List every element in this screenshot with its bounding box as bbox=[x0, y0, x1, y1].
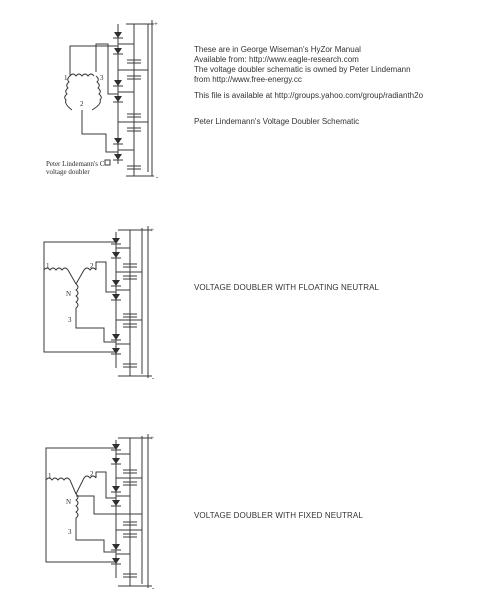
coil-label-2: 2 bbox=[90, 470, 94, 478]
diode-2 bbox=[113, 48, 123, 54]
terminal-plus: + bbox=[150, 226, 154, 234]
diode-5 bbox=[111, 334, 121, 340]
coil-label-2: 2 bbox=[80, 100, 84, 108]
diode-5 bbox=[113, 138, 123, 144]
diode-1 bbox=[111, 444, 121, 450]
diode-2 bbox=[111, 252, 121, 258]
diode-3 bbox=[111, 486, 121, 492]
terminal-plus: + bbox=[150, 434, 154, 442]
schematic-title-3: VOLTAGE DOUBLER WITH FIXED NEUTRAL bbox=[194, 511, 363, 520]
coil-label-n: N bbox=[66, 290, 72, 298]
diode-6 bbox=[111, 348, 121, 354]
diode-1 bbox=[111, 238, 121, 244]
diode-3 bbox=[111, 280, 121, 286]
coil-label-1: 1 bbox=[48, 472, 52, 480]
info-line-2: Available from: http://www.eagle-research.com bbox=[194, 55, 359, 64]
schematic-floating-neutral bbox=[30, 222, 170, 384]
diode-2 bbox=[111, 458, 121, 464]
diode-4 bbox=[111, 294, 121, 300]
diode-4 bbox=[111, 500, 121, 506]
info-line-1: These are in George Wiseman's HyZor Manual bbox=[194, 45, 361, 54]
terminal-plus: + bbox=[154, 20, 158, 28]
schematic-caption-line2: voltage doubler bbox=[46, 168, 90, 176]
schematic-fixed-neutral-svg bbox=[30, 430, 170, 594]
diode-6 bbox=[111, 558, 121, 564]
coil-label-1: 1 bbox=[64, 74, 68, 82]
schematic-title-1: Peter Lindemann's Voltage Doubler Schematic bbox=[194, 117, 360, 126]
neutral-tie-wire bbox=[76, 496, 142, 514]
diode-1 bbox=[113, 32, 123, 38]
info-line-4: from http://www.free-energy.cc bbox=[194, 75, 302, 84]
coil-label-2: 2 bbox=[90, 262, 94, 270]
coil-label-1: 1 bbox=[46, 262, 50, 270]
diode-5 bbox=[111, 544, 121, 550]
caption-box-glyph bbox=[105, 160, 110, 165]
schematic-fixed-neutral bbox=[30, 430, 170, 594]
coil-label-3: 3 bbox=[68, 528, 72, 536]
terminal-minus: - bbox=[152, 374, 155, 382]
diode-6 bbox=[113, 154, 123, 160]
schematic-delta bbox=[30, 14, 170, 190]
diode-3 bbox=[113, 80, 123, 86]
schematic-caption-line1: Peter Lindemann's C bbox=[46, 160, 105, 168]
info-line-5: This file is available at http://groups.yahoo.com/group/radianth2o bbox=[194, 91, 424, 100]
coil-label-n: N bbox=[66, 498, 72, 506]
schematic-delta-svg bbox=[30, 14, 170, 190]
terminal-minus: - bbox=[156, 173, 159, 181]
info-line-3: The voltage doubler schematic is owned by Peter Lindemann bbox=[194, 65, 411, 74]
coil-label-3: 3 bbox=[68, 316, 72, 324]
schematic-title-2: VOLTAGE DOUBLER WITH FLOATING NEUTRAL bbox=[194, 283, 380, 292]
info-block bbox=[194, 45, 423, 127]
diode-4 bbox=[113, 96, 123, 102]
terminal-minus: - bbox=[152, 584, 155, 592]
wye-coil bbox=[46, 476, 96, 536]
schematic-floating-neutral-svg bbox=[30, 222, 170, 384]
coil-label-3: 3 bbox=[100, 74, 104, 82]
